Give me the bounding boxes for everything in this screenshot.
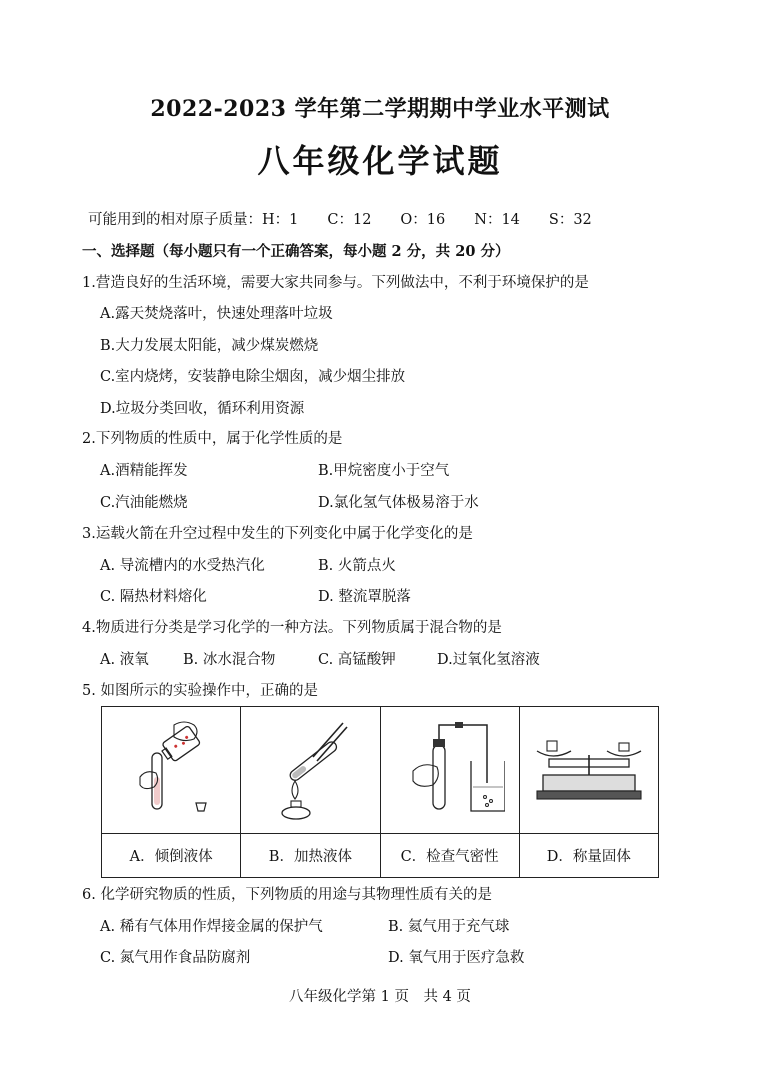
question-stem: 6. 化学研究物质的性质，下列物质的用途与其物理性质有关的是 bbox=[82, 887, 492, 903]
figure-caption-d: D．称量固体 bbox=[519, 834, 658, 878]
experiment-figure-table bbox=[101, 706, 659, 878]
option: C.汽油能燃烧 bbox=[100, 495, 188, 511]
option: D.垃圾分类回收，循环利用资源 bbox=[100, 401, 305, 417]
question-stem: 4.物质进行分类是学习化学的一种方法。下列物质属于混合物的是 bbox=[82, 620, 502, 636]
option: A. 液氧 bbox=[100, 652, 149, 668]
option: A. 稀有气体用作焊接金属的保护气 bbox=[100, 919, 323, 935]
option: B. 火箭点火 bbox=[318, 558, 396, 574]
question-stem: 3.运载火箭在升空过程中发生的下列变化中属于化学变化的是 bbox=[82, 526, 473, 542]
option: B.甲烷密度小于空气 bbox=[318, 463, 450, 479]
section-heading: 一、选择题（每小题只有一个正确答案，每小题 2 分，共 20 分） bbox=[82, 243, 510, 260]
option: A.露天焚烧落叶，快速处理落叶垃圾 bbox=[100, 306, 333, 322]
option: B.大力发展太阳能，减少煤炭燃烧 bbox=[100, 338, 319, 354]
option: A. 导流槽内的水受热汽化 bbox=[100, 558, 265, 574]
option: C. 隔热材料熔化 bbox=[100, 589, 207, 605]
balance-weighing-illustration bbox=[529, 715, 649, 825]
question-stem: 1.营造良好的生活环境，需要大家共同参与。下列做法中，不利于环境保护的是 bbox=[82, 275, 589, 291]
page-footer: 八年级化学第 1 页 共 4 页 bbox=[289, 989, 471, 1005]
question-stem: 5. 如图所示的实验操作中，正确的是 bbox=[82, 683, 318, 699]
option: B. 氦气用于充气球 bbox=[388, 919, 510, 935]
subject-title: 八年级化学试题 bbox=[257, 142, 503, 180]
option: D.氯化氢气体极易溶于水 bbox=[318, 495, 479, 511]
option: D.过氧化氢溶液 bbox=[437, 652, 540, 668]
figure-cell-a bbox=[102, 707, 241, 834]
figure-cell-c bbox=[380, 707, 519, 834]
option: D. 氧气用于医疗急救 bbox=[388, 950, 525, 966]
figure-caption-a: A．倾倒液体 bbox=[102, 834, 241, 878]
option: A.酒精能挥发 bbox=[100, 463, 188, 479]
option: D. 整流罩脱落 bbox=[318, 589, 411, 605]
exam-title: 2022-2023 学年第二学期期中学业水平测试 bbox=[150, 96, 610, 122]
figure-cell-b bbox=[241, 707, 380, 834]
pouring-liquid-illustration bbox=[126, 715, 216, 825]
airtightness-check-illustration bbox=[395, 715, 505, 825]
heating-liquid-illustration bbox=[265, 715, 355, 825]
question-stem: 2.下列物质的性质中，属于化学性质的是 bbox=[82, 431, 343, 447]
figure-caption-b: B．加热液体 bbox=[241, 834, 380, 878]
option: C.室内烧烤，安装静电除尘烟囱，减少烟尘排放 bbox=[100, 369, 406, 385]
atomic-masses: 可能用到的相对原子质量：H：1 C：12 O：16 N：14 S：32 bbox=[88, 212, 592, 228]
option: C. 高锰酸钾 bbox=[318, 652, 396, 668]
option: C. 氮气用作食品防腐剂 bbox=[100, 950, 251, 966]
option: B. 冰水混合物 bbox=[183, 652, 276, 668]
figure-cell-d bbox=[519, 707, 658, 834]
figure-caption-c: C．检查气密性 bbox=[380, 834, 519, 878]
